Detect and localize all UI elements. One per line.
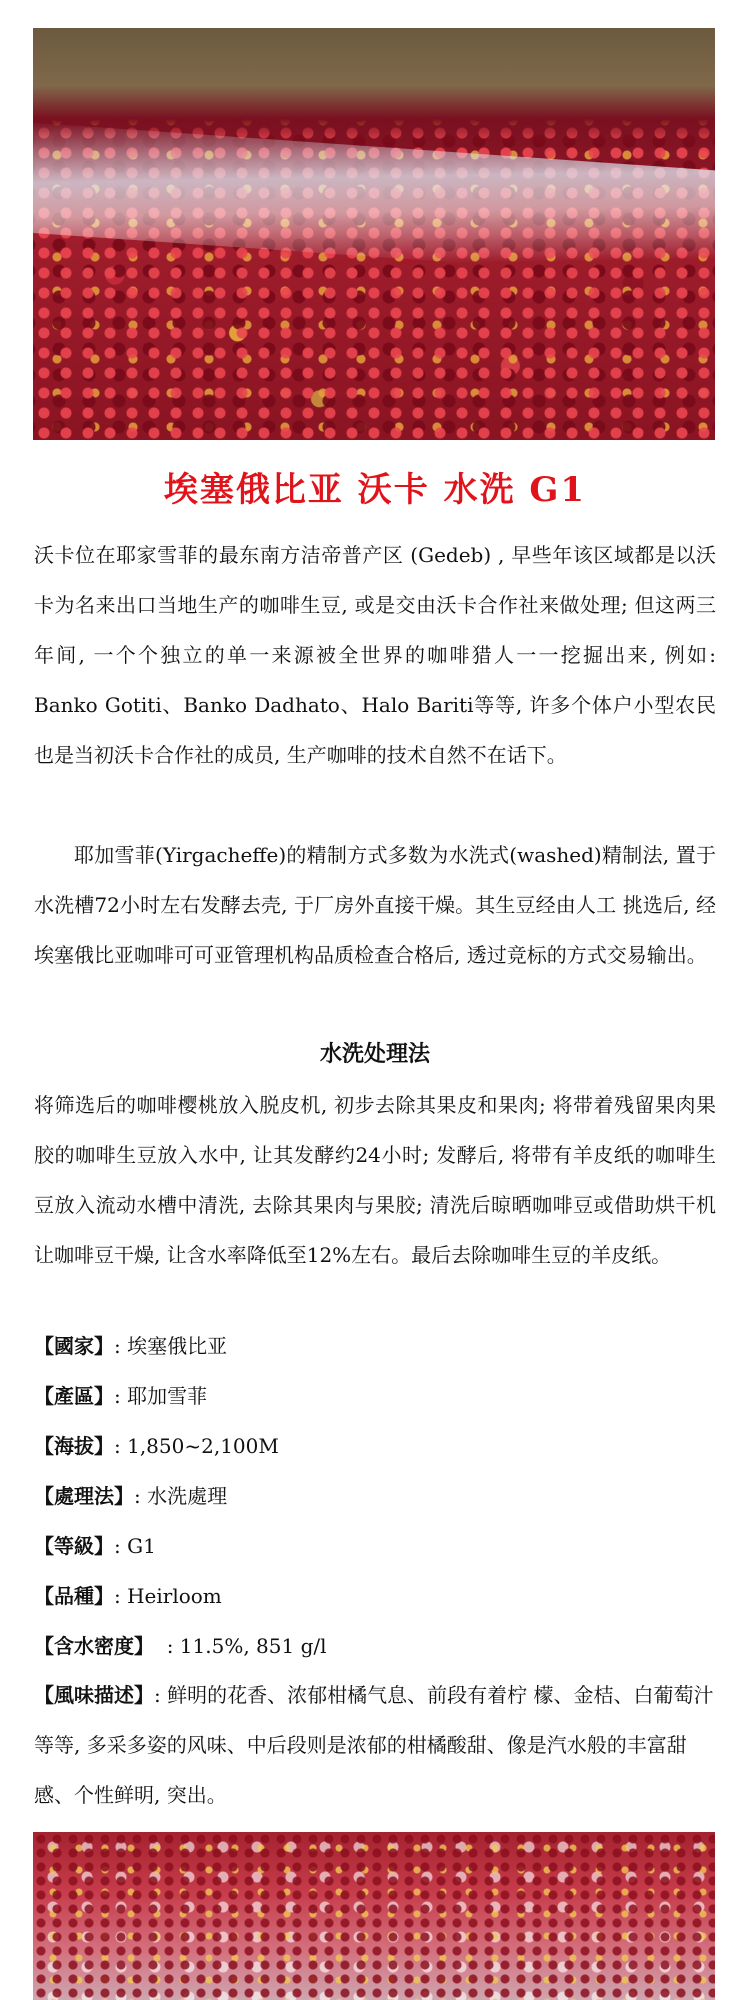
spec-label: 【國家】 xyxy=(34,1334,114,1358)
spec-country xyxy=(34,1330,227,1359)
washed-process-paragraph: 将筛选后的咖啡樱桃放入脱皮机, 初步去除其果皮和果肉; 将带着残留果肉果胶的咖啡生豆放入水中, 让其发酵约24小时; 发酵后, 将带有羊皮纸的咖啡生豆放入流动水槽中清洗, 去除其果肉与果胶; 清洗后晾晒咖啡豆或借助烘干机让咖啡豆干燥, 让含水率降低至12%左右。最后去除咖啡生豆的羊皮纸。 xyxy=(34,1093,716,1267)
spec-label: 【處理法】 xyxy=(34,1484,134,1508)
spec-grade xyxy=(34,1530,156,1559)
spec-value: : 耶加雪菲 xyxy=(114,1384,208,1408)
spec-value: : 1,850~2,100M xyxy=(114,1434,279,1458)
section-heading: 水洗处理法 xyxy=(319,1041,430,1067)
spec-label: 【海拔】 xyxy=(34,1434,114,1458)
spec-region xyxy=(34,1380,207,1409)
spec-value: : 水洗處理 xyxy=(134,1484,228,1508)
spec-altitude xyxy=(34,1430,279,1459)
spec-value: : 埃塞俄比亚 xyxy=(114,1334,228,1358)
page-title: 埃塞俄比亚 沃卡 水洗 G1 xyxy=(163,470,587,510)
spec-label: 【等級】 xyxy=(34,1534,114,1558)
spec-value: : Heirloom xyxy=(114,1584,222,1608)
spec-value: : 11.5%, 851 g/l xyxy=(154,1634,327,1658)
bottom-coffee-cherries-image xyxy=(33,1832,715,2000)
intro-paragraph: 沃卡位在耶家雪菲的最东南方洁帝普产区 (Gedeb) , 早些年该区域都是以沃卡为名来出口当地生产的咖啡生豆, 或是交由沃卡合作社来做处理; 但这两三年间, 一个个独立的单一来源被全世界的咖啡猎人一一挖掘出来, 例如: Banko Gotiti、Banko Dadhato、Halo Bariti等等, 许多个体户小型农民也是当初沃卡合作社的成员, 生产咖啡的技术自然不在话下。 xyxy=(34,543,716,767)
flavor-description xyxy=(34,1670,716,1820)
process-paragraph: 耶加雪菲(Yirgacheffe)的精制方式多数为水洗式(washed)精制法, 置于水洗槽72小时左右发酵去壳, 于厂房外直接干燥。其生豆经由人工 挑选后, 经埃塞俄比亚咖啡可可亚管理机构品质检查合格后, 透过竞标的方式交易输出。 xyxy=(34,843,716,967)
spec-variety xyxy=(34,1580,222,1609)
flavor-label: 【風味描述】 xyxy=(34,1683,154,1707)
spec-value: : G1 xyxy=(114,1534,156,1558)
hero-coffee-cherries-image xyxy=(33,28,715,440)
spec-label: 【產區】 xyxy=(34,1384,114,1408)
spec-process xyxy=(34,1480,227,1509)
flavor-text: : 鲜明的花香、浓郁柑橘气息、前段有着柠 檬、金桔、白葡萄汁等等, 多采多姿的风味、中后段则是浓郁的柑橘酸甜、像是汽水般的丰富甜感、个性鲜明, 突出。 xyxy=(34,1683,714,1807)
spec-label: 【含水密度】 xyxy=(34,1634,154,1658)
spec-label: 【品種】 xyxy=(34,1584,114,1608)
spec-moisture-density xyxy=(34,1630,327,1659)
